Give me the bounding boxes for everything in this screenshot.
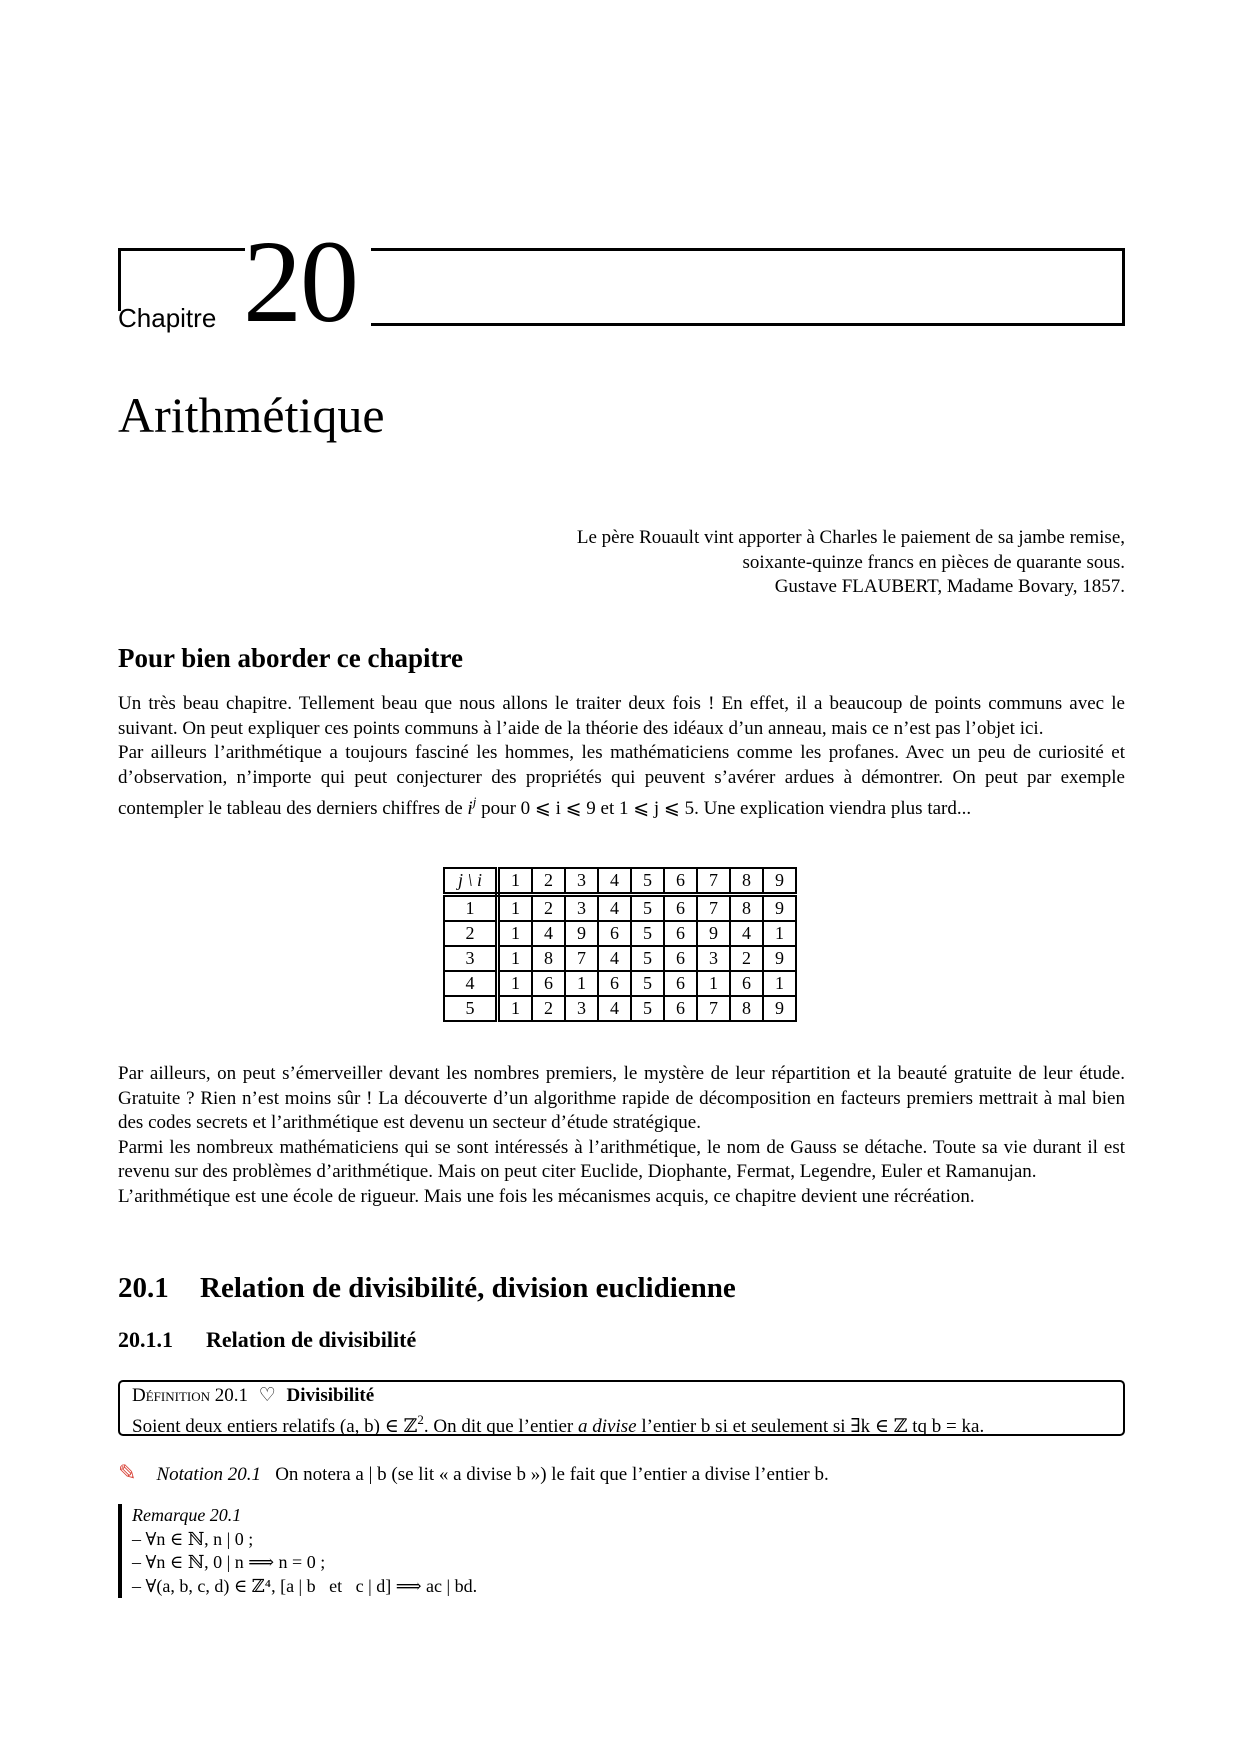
chapter-frame-right	[371, 248, 1125, 326]
table-cell: 6	[664, 996, 697, 1021]
table-cell: 9	[763, 895, 796, 922]
table-cell: 4	[598, 895, 631, 922]
table-cell: 4	[730, 921, 763, 946]
table-row	[444, 895, 796, 922]
table-cell: 5	[631, 946, 664, 971]
table-row-header: 1	[444, 895, 498, 922]
table-cell: 6	[664, 946, 697, 971]
table-column-header: 3	[565, 868, 598, 895]
paragraph: Par ailleurs l’arithmétique a toujours fasciné les hommes, les mathématiciens comme les profanes. Avec un peu de curiosité et d’observation, n’importe qui peut conjecturer des propriétés qui peuvent s’avérer ardues à démontrer. On peut par exemple contempler le tableau des derniers chiffres de $i^j$ pour 0 ⩽ i ⩽ 9 et 1 ⩽ j ⩽ 5. Une explication viendra plus tard...	[118, 742, 1125, 819]
subsection-number: 20.1.1	[118, 1327, 173, 1352]
table-cell: 1	[763, 921, 796, 946]
definition-text: Soient deux entiers relatifs (a, b) ∈ ℤ$^2$. On dit que l’entier a divise l’entier b si et seulement si ∃k ∈ ℤ tq b = ka.	[132, 1412, 985, 1437]
table-cell: 3	[565, 895, 598, 922]
section-number: 20.1	[118, 1272, 169, 1304]
table-cell: 9	[697, 921, 730, 946]
table-column-header: 4	[598, 868, 631, 895]
table-cell: 7	[697, 895, 730, 922]
table-cell: 6	[664, 895, 697, 922]
remark-label: Remarque 20.1	[132, 1505, 242, 1525]
table-column-header: 5	[631, 868, 664, 895]
table-row-header: 5	[444, 996, 498, 1021]
table-cell: 1	[565, 971, 598, 996]
table-cell: 4	[598, 996, 631, 1021]
epigraph	[577, 526, 1125, 600]
table-cell: 5	[631, 971, 664, 996]
table-cell: 7	[565, 946, 598, 971]
epigraph-line: soixante-quinze francs en pièces de quarante sous.	[742, 551, 1125, 573]
notation-text: On notera a | b (se lit « a divise b ») le fait que l’entier a divise l’entier b.	[275, 1464, 829, 1485]
definition-header	[132, 1384, 1111, 1408]
section-title: Relation de divisibilité, division euclidienne	[200, 1272, 736, 1304]
heart-icon: ♡	[258, 1385, 276, 1406]
table-cell: 7	[697, 996, 730, 1021]
table-cell: 9	[763, 996, 796, 1021]
table-cell: 1	[498, 921, 533, 946]
table-cell: 6	[598, 971, 631, 996]
paragraph: Un très beau chapitre. Tellement beau que nous allons le traiter deux fois ! En effet, il a beaucoup de points communs avec le suivant. On peut expliquer ces points communs à l’aide de la théorie des idéaux d’un anneau, mais ce n’est pas l’objet ici.	[118, 693, 1125, 739]
table-cell: 5	[631, 921, 664, 946]
remark-item: – ∀n ∈ ℕ, n | 0 ;	[132, 1528, 254, 1549]
pencil-icon: ✎	[118, 1460, 137, 1485]
table-cell: 8	[730, 996, 763, 1021]
table-cell: 2	[532, 895, 565, 922]
table-cell: 6	[664, 971, 697, 996]
chapter-title: Arithmétique	[118, 387, 385, 443]
table-row-header: 3	[444, 946, 498, 971]
table-header-row	[444, 868, 796, 895]
table-cell: 2	[532, 996, 565, 1021]
definition-name: Divisibilité	[286, 1385, 375, 1406]
table-cell: 5	[631, 895, 664, 922]
table-cell: 9	[763, 946, 796, 971]
definition-box	[118, 1380, 1125, 1436]
remark-item: – ∀n ∈ ℕ, 0 | n ⟹ n = 0 ;	[132, 1552, 326, 1572]
subsection-heading	[118, 1326, 416, 1354]
table-cell: 2	[730, 946, 763, 971]
table-column-header: 8	[730, 868, 763, 895]
table-cell: 6	[730, 971, 763, 996]
table-row	[444, 996, 796, 1021]
remark	[118, 1504, 477, 1598]
paragraph: L’arithmétique est une école de rigueur. Mais une fois les mécanismes acquis, ce chapitre devient une récréation.	[118, 1185, 975, 1207]
definition-label: Définition 20.1	[132, 1385, 248, 1406]
table-row-header: 4	[444, 971, 498, 996]
table-cell: 6	[664, 921, 697, 946]
subsection-title: Relation de divisibilité	[206, 1327, 417, 1352]
chapter-number: 20	[243, 216, 357, 347]
section-heading	[118, 1270, 736, 1306]
table-corner: j \ i	[444, 868, 498, 895]
table-cell: 3	[697, 946, 730, 971]
epigraph-attribution: Gustave FLAUBERT, Madame Bovary, 1857.	[774, 576, 1125, 597]
last-digits-table	[443, 867, 797, 1022]
paragraph: Par ailleurs, on peut s’émerveiller devant les nombres premiers, le mystère de leur répartition et la beauté gratuite de leur étude. Gratuite ? Rien n’est moins sûr ! La découverte d’un algorithme rapide de décomposition en facteurs premiers mettrait à mal bien des codes secrets et l’arithmétique est devenu un secteur d’étude stratégique.	[118, 1063, 1125, 1133]
chapter-frame-left	[118, 248, 245, 311]
table-row	[444, 971, 796, 996]
table-cell: 6	[598, 921, 631, 946]
intro-paragraphs-bottom	[118, 1062, 1125, 1209]
table-cell: 6	[532, 971, 565, 996]
table-cell: 1	[498, 946, 533, 971]
table-row-header: 2	[444, 921, 498, 946]
intro-paragraphs-top	[118, 692, 1125, 822]
intro-heading: Pour bien aborder ce chapitre	[118, 643, 463, 673]
table-column-header: 2	[532, 868, 565, 895]
table-cell: 3	[565, 996, 598, 1021]
table-column-header: 6	[664, 868, 697, 895]
table-cell: 4	[532, 921, 565, 946]
table-column-header: 1	[498, 868, 533, 895]
table-cell: 1	[498, 996, 533, 1021]
table-row	[444, 946, 796, 971]
table-column-header: 9	[763, 868, 796, 895]
notation-label: Notation 20.1	[156, 1464, 261, 1485]
epigraph-line: Le père Rouault vint apporter à Charles le paiement de sa jambe remise,	[576, 527, 1125, 548]
table-cell: 1	[763, 971, 796, 996]
table-cell: 9	[565, 921, 598, 946]
table-cell: 1	[498, 895, 533, 922]
table-cell: 8	[532, 946, 565, 971]
table-row	[444, 921, 796, 946]
table-cell: 4	[598, 946, 631, 971]
notation	[118, 1461, 829, 1487]
table-cell: 1	[697, 971, 730, 996]
paragraph: Parmi les nombreux mathématiciens qui se sont intéressés à l’arithmétique, le nom de Gauss se détache. Toute sa vie durant il est revenu sur des problèmes d’arithmétique. Mais on peut citer Euclide, Diophante, Fermat, Legendre, Euler et Ramanujan.	[118, 1136, 1125, 1182]
table-cell: 5	[631, 996, 664, 1021]
table-cell: 8	[730, 895, 763, 922]
table-cell: 1	[498, 971, 533, 996]
chapter-label: Chapitre	[118, 303, 217, 333]
remark-item: – ∀(a, b, c, d) ∈ ℤ⁴, [a | b et c | d] ⟹ ac | bd.	[132, 1575, 478, 1596]
table-column-header: 7	[697, 868, 730, 895]
